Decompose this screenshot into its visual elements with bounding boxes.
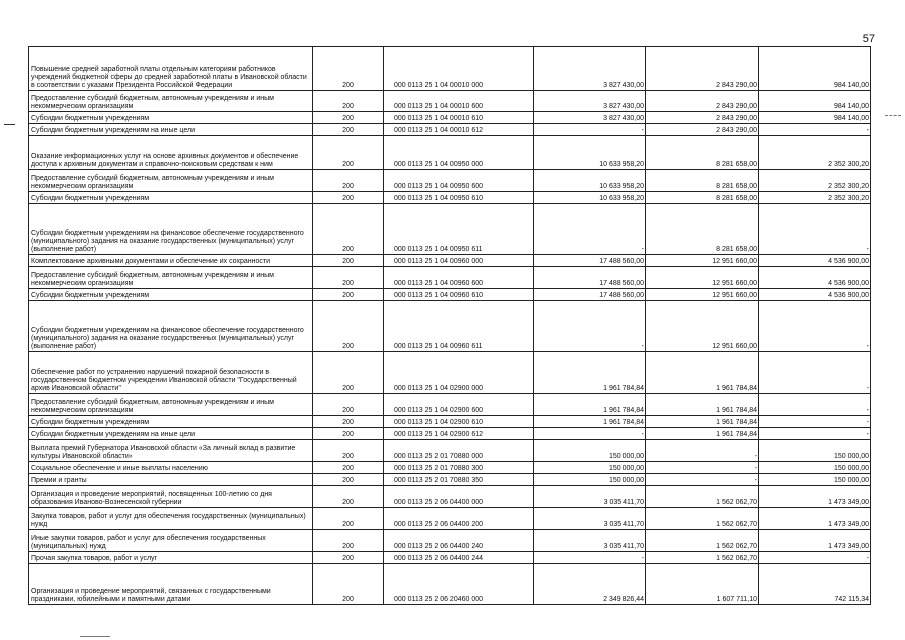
table-row <box>29 486 871 508</box>
row-name: Субсидии бюджетным учреждениям <box>29 112 313 124</box>
row-sum-total: 3 827 430,00 <box>534 47 646 91</box>
row-sum-2: - <box>646 474 759 486</box>
row-sum-3: - <box>759 301 871 352</box>
row-sum-3: 984 140,00 <box>759 112 871 124</box>
row-sum-3: 4 536 900,00 <box>759 255 871 267</box>
row-sum-3: - <box>759 394 871 416</box>
row-sum-total: 3 827 430,00 <box>534 91 646 112</box>
row-name: Субсидии бюджетным учреждениям на иные цели <box>29 124 313 136</box>
row-budget-code: 000 0113 25 1 04 00010 610 <box>384 112 534 124</box>
row-budget-code: 000 0113 25 1 04 00960 610 <box>384 289 534 301</box>
row-ved-code: 200 <box>313 192 384 204</box>
row-sum-3: 150 000,00 <box>759 474 871 486</box>
table-row <box>29 267 871 289</box>
row-budget-code: 000 0113 25 1 04 02900 600 <box>384 394 534 416</box>
row-budget-code: 000 0113 25 2 06 04400 200 <box>384 508 534 530</box>
row-ved-code: 200 <box>313 136 384 170</box>
row-sum-total: 10 633 958,20 <box>534 136 646 170</box>
row-name: Премии и гранты <box>29 474 313 486</box>
row-sum-3: 150 000,00 <box>759 462 871 474</box>
row-sum-3: - <box>759 204 871 255</box>
row-ved-code: 200 <box>313 91 384 112</box>
row-ved-code: 200 <box>313 440 384 462</box>
row-sum-2: 8 281 658,00 <box>646 136 759 170</box>
row-sum-2: 1 607 711,10 <box>646 564 759 605</box>
row-name: Иные закупки товаров, работ и услуг для обеспечения государственных (муниципальных) нужд <box>29 530 313 552</box>
row-ved-code: 200 <box>313 530 384 552</box>
row-budget-code: 000 0113 25 1 04 00960 611 <box>384 301 534 352</box>
table-row <box>29 170 871 192</box>
row-sum-total: 1 961 784,84 <box>534 394 646 416</box>
row-ved-code: 200 <box>313 255 384 267</box>
row-sum-total: 1 961 784,84 <box>534 352 646 394</box>
row-sum-2: 12 951 660,00 <box>646 301 759 352</box>
row-ved-code: 200 <box>313 564 384 605</box>
row-name: Оказание информационных услуг на основе архивных документов и обеспечение доступа к архивным документам и справочно-поисковым средствам к ним <box>29 136 313 170</box>
table-row <box>29 564 871 605</box>
table-row <box>29 136 871 170</box>
row-sum-3: - <box>759 352 871 394</box>
row-sum-total: - <box>534 428 646 440</box>
row-sum-3: 2 352 300,20 <box>759 136 871 170</box>
row-sum-2: 2 843 290,00 <box>646 47 759 91</box>
row-sum-2: 1 961 784,84 <box>646 394 759 416</box>
row-sum-2: 2 843 290,00 <box>646 91 759 112</box>
row-ved-code: 200 <box>313 301 384 352</box>
row-sum-3: 150 000,00 <box>759 440 871 462</box>
row-sum-2: - <box>646 440 759 462</box>
row-sum-3: - <box>759 416 871 428</box>
row-name: Социальное обеспечение и иные выплаты населению <box>29 462 313 474</box>
row-name: Закупка товаров, работ и услуг для обеспечения государственных (муниципальных) нужд <box>29 508 313 530</box>
row-ved-code: 200 <box>313 289 384 301</box>
row-sum-2: 1 562 062,70 <box>646 486 759 508</box>
row-ved-code: 200 <box>313 416 384 428</box>
row-sum-2: 8 281 658,00 <box>646 204 759 255</box>
row-budget-code: 000 0113 25 2 06 04400 240 <box>384 530 534 552</box>
table-row <box>29 462 871 474</box>
table-row <box>29 255 871 267</box>
row-sum-total: 3 035 411,70 <box>534 486 646 508</box>
row-sum-3: 1 473 349,00 <box>759 530 871 552</box>
row-ved-code: 200 <box>313 267 384 289</box>
row-name: Обеспечение работ по устранению нарушений пожарной безопасности в государственном бюджетном учреждении Ивановской области "Государственный архив Ивановской области" <box>29 352 313 394</box>
row-name: Субсидии бюджетным учреждениям <box>29 416 313 428</box>
row-ved-code: 200 <box>313 462 384 474</box>
row-sum-2: - <box>646 462 759 474</box>
row-sum-total: 10 633 958,20 <box>534 170 646 192</box>
row-sum-total: 150 000,00 <box>534 440 646 462</box>
budget-table <box>28 46 871 605</box>
row-budget-code: 000 0113 25 2 06 04400 000 <box>384 486 534 508</box>
row-sum-2: 1 961 784,84 <box>646 416 759 428</box>
row-sum-total: 3 035 411,70 <box>534 530 646 552</box>
row-ved-code: 200 <box>313 474 384 486</box>
row-name: Организация и проведение мероприятий, связанных с государственными праздниками, юбилейными и памятными датами <box>29 564 313 605</box>
row-sum-total: 150 000,00 <box>534 474 646 486</box>
table-row <box>29 301 871 352</box>
row-ved-code: 200 <box>313 170 384 192</box>
row-name: Субсидии бюджетным учреждениям на иные цели <box>29 428 313 440</box>
budget-table-sheet <box>28 46 870 605</box>
page-number: 57 <box>862 33 875 45</box>
row-ved-code: 200 <box>313 352 384 394</box>
row-sum-3: 4 536 900,00 <box>759 267 871 289</box>
row-sum-total: - <box>534 301 646 352</box>
row-sum-total: - <box>534 204 646 255</box>
table-row <box>29 289 871 301</box>
row-sum-3: - <box>759 428 871 440</box>
row-sum-2: 12 951 660,00 <box>646 255 759 267</box>
row-budget-code: 000 0113 25 1 04 02900 610 <box>384 416 534 428</box>
table-row <box>29 192 871 204</box>
row-budget-code: 000 0113 25 2 06 04400 244 <box>384 552 534 564</box>
row-sum-2: 8 281 658,00 <box>646 170 759 192</box>
row-budget-code: 000 0113 25 1 04 00950 610 <box>384 192 534 204</box>
row-ved-code: 200 <box>313 204 384 255</box>
row-budget-code: 000 0113 25 1 04 00960 000 <box>384 255 534 267</box>
row-ved-code: 200 <box>313 552 384 564</box>
row-budget-code: 000 0113 25 2 06 20460 000 <box>384 564 534 605</box>
row-sum-3: 984 140,00 <box>759 47 871 91</box>
row-budget-code: 000 0113 25 2 01 70880 300 <box>384 462 534 474</box>
table-row <box>29 47 871 91</box>
row-sum-2: 2 843 290,00 <box>646 112 759 124</box>
left-margin-mark <box>4 124 15 125</box>
row-sum-3: 2 352 300,20 <box>759 192 871 204</box>
row-budget-code: 000 0113 25 1 04 00960 600 <box>384 267 534 289</box>
row-name: Организация и проведение мероприятий, посвященных 100-летию со дня образования Иваново-Вознесенской губернии <box>29 486 313 508</box>
row-name: Повышение средней заработной платы отдельным категориям работников учреждений бюджетной сферы до средней заработной платы в Ивановской области в соответствии с указами Президента Российской Федерации <box>29 47 313 91</box>
row-name: Предоставление субсидий бюджетным, автономным учреждениям и иным некоммерческим организациям <box>29 267 313 289</box>
row-sum-total: 17 488 560,00 <box>534 289 646 301</box>
row-sum-2: 1 562 062,70 <box>646 552 759 564</box>
table-row <box>29 416 871 428</box>
row-budget-code: 000 0113 25 1 04 02900 000 <box>384 352 534 394</box>
row-sum-total: 150 000,00 <box>534 462 646 474</box>
row-name: Субсидии бюджетным учреждениям <box>29 192 313 204</box>
row-sum-total: 17 488 560,00 <box>534 255 646 267</box>
table-row <box>29 124 871 136</box>
bottom-margin-mark <box>80 636 110 637</box>
row-sum-2: 1 562 062,70 <box>646 508 759 530</box>
table-row <box>29 91 871 112</box>
table-row <box>29 440 871 462</box>
row-sum-total: 17 488 560,00 <box>534 267 646 289</box>
row-sum-2: 8 281 658,00 <box>646 192 759 204</box>
row-budget-code: 000 0113 25 2 01 70880 000 <box>384 440 534 462</box>
row-sum-3: - <box>759 552 871 564</box>
row-name: Выплата премий Губернатора Ивановской области «За личный вклад в развитие культуры Ивановской области» <box>29 440 313 462</box>
row-ved-code: 200 <box>313 508 384 530</box>
table-row <box>29 352 871 394</box>
row-sum-total: 1 961 784,84 <box>534 416 646 428</box>
row-sum-2: 1 961 784,84 <box>646 352 759 394</box>
row-budget-code: 000 0113 25 1 04 00950 000 <box>384 136 534 170</box>
row-sum-3: 1 473 349,00 <box>759 508 871 530</box>
table-row <box>29 204 871 255</box>
row-ved-code: 200 <box>313 394 384 416</box>
row-budget-code: 000 0113 25 1 04 00010 600 <box>384 91 534 112</box>
row-name: Предоставление субсидий бюджетным, автономным учреждениям и иным некоммерческим организациям <box>29 91 313 112</box>
row-sum-total: 10 633 958,20 <box>534 192 646 204</box>
row-sum-total: 3 827 430,00 <box>534 112 646 124</box>
row-name: Предоставление субсидий бюджетным, автономным учреждениям и иным некоммерческим организациям <box>29 170 313 192</box>
table-row <box>29 394 871 416</box>
row-budget-code: 000 0113 25 1 04 00010 000 <box>384 47 534 91</box>
row-budget-code: 000 0113 25 1 04 00010 612 <box>384 124 534 136</box>
table-row <box>29 530 871 552</box>
row-sum-total: - <box>534 552 646 564</box>
table-row <box>29 508 871 530</box>
row-budget-code: 000 0113 25 2 01 70880 350 <box>384 474 534 486</box>
row-sum-3: 2 352 300,20 <box>759 170 871 192</box>
row-budget-code: 000 0113 25 1 04 00950 611 <box>384 204 534 255</box>
row-sum-2: 1 562 062,70 <box>646 530 759 552</box>
row-sum-total: 3 035 411,70 <box>534 508 646 530</box>
row-name: Прочая закупка товаров, работ и услуг <box>29 552 313 564</box>
row-sum-total: 2 349 826,44 <box>534 564 646 605</box>
row-ved-code: 200 <box>313 47 384 91</box>
row-sum-3: 1 473 349,00 <box>759 486 871 508</box>
row-sum-2: 12 951 660,00 <box>646 289 759 301</box>
row-ved-code: 200 <box>313 428 384 440</box>
row-ved-code: 200 <box>313 124 384 136</box>
row-sum-3: 742 115,34 <box>759 564 871 605</box>
row-sum-3: 984 140,00 <box>759 91 871 112</box>
right-margin-mark <box>885 115 901 116</box>
row-ved-code: 200 <box>313 112 384 124</box>
row-budget-code: 000 0113 25 1 04 02900 612 <box>384 428 534 440</box>
row-sum-total: - <box>534 124 646 136</box>
row-sum-3: 4 536 900,00 <box>759 289 871 301</box>
row-name: Комплектование архивными документами и обеспечение их сохранности <box>29 255 313 267</box>
row-ved-code: 200 <box>313 486 384 508</box>
row-name: Предоставление субсидий бюджетным, автономным учреждениям и иным некоммерческим организациям <box>29 394 313 416</box>
row-name: Субсидии бюджетным учреждениям на финансовое обеспечение государственного (муниципального) задания на оказание государственных (муниципальных) услуг (выполнение работ) <box>29 204 313 255</box>
row-budget-code: 000 0113 25 1 04 00950 600 <box>384 170 534 192</box>
row-sum-2: 1 961 784,84 <box>646 428 759 440</box>
row-name: Субсидии бюджетным учреждениям на финансовое обеспечение государственного (муниципального) задания на оказание государственных (муниципальных) услуг (выполнение работ) <box>29 301 313 352</box>
row-sum-2: 12 951 660,00 <box>646 267 759 289</box>
table-row <box>29 474 871 486</box>
table-row <box>29 428 871 440</box>
table-row <box>29 112 871 124</box>
row-sum-2: 2 843 290,00 <box>646 124 759 136</box>
table-row <box>29 552 871 564</box>
row-sum-3: - <box>759 124 871 136</box>
row-name: Субсидии бюджетным учреждениям <box>29 289 313 301</box>
